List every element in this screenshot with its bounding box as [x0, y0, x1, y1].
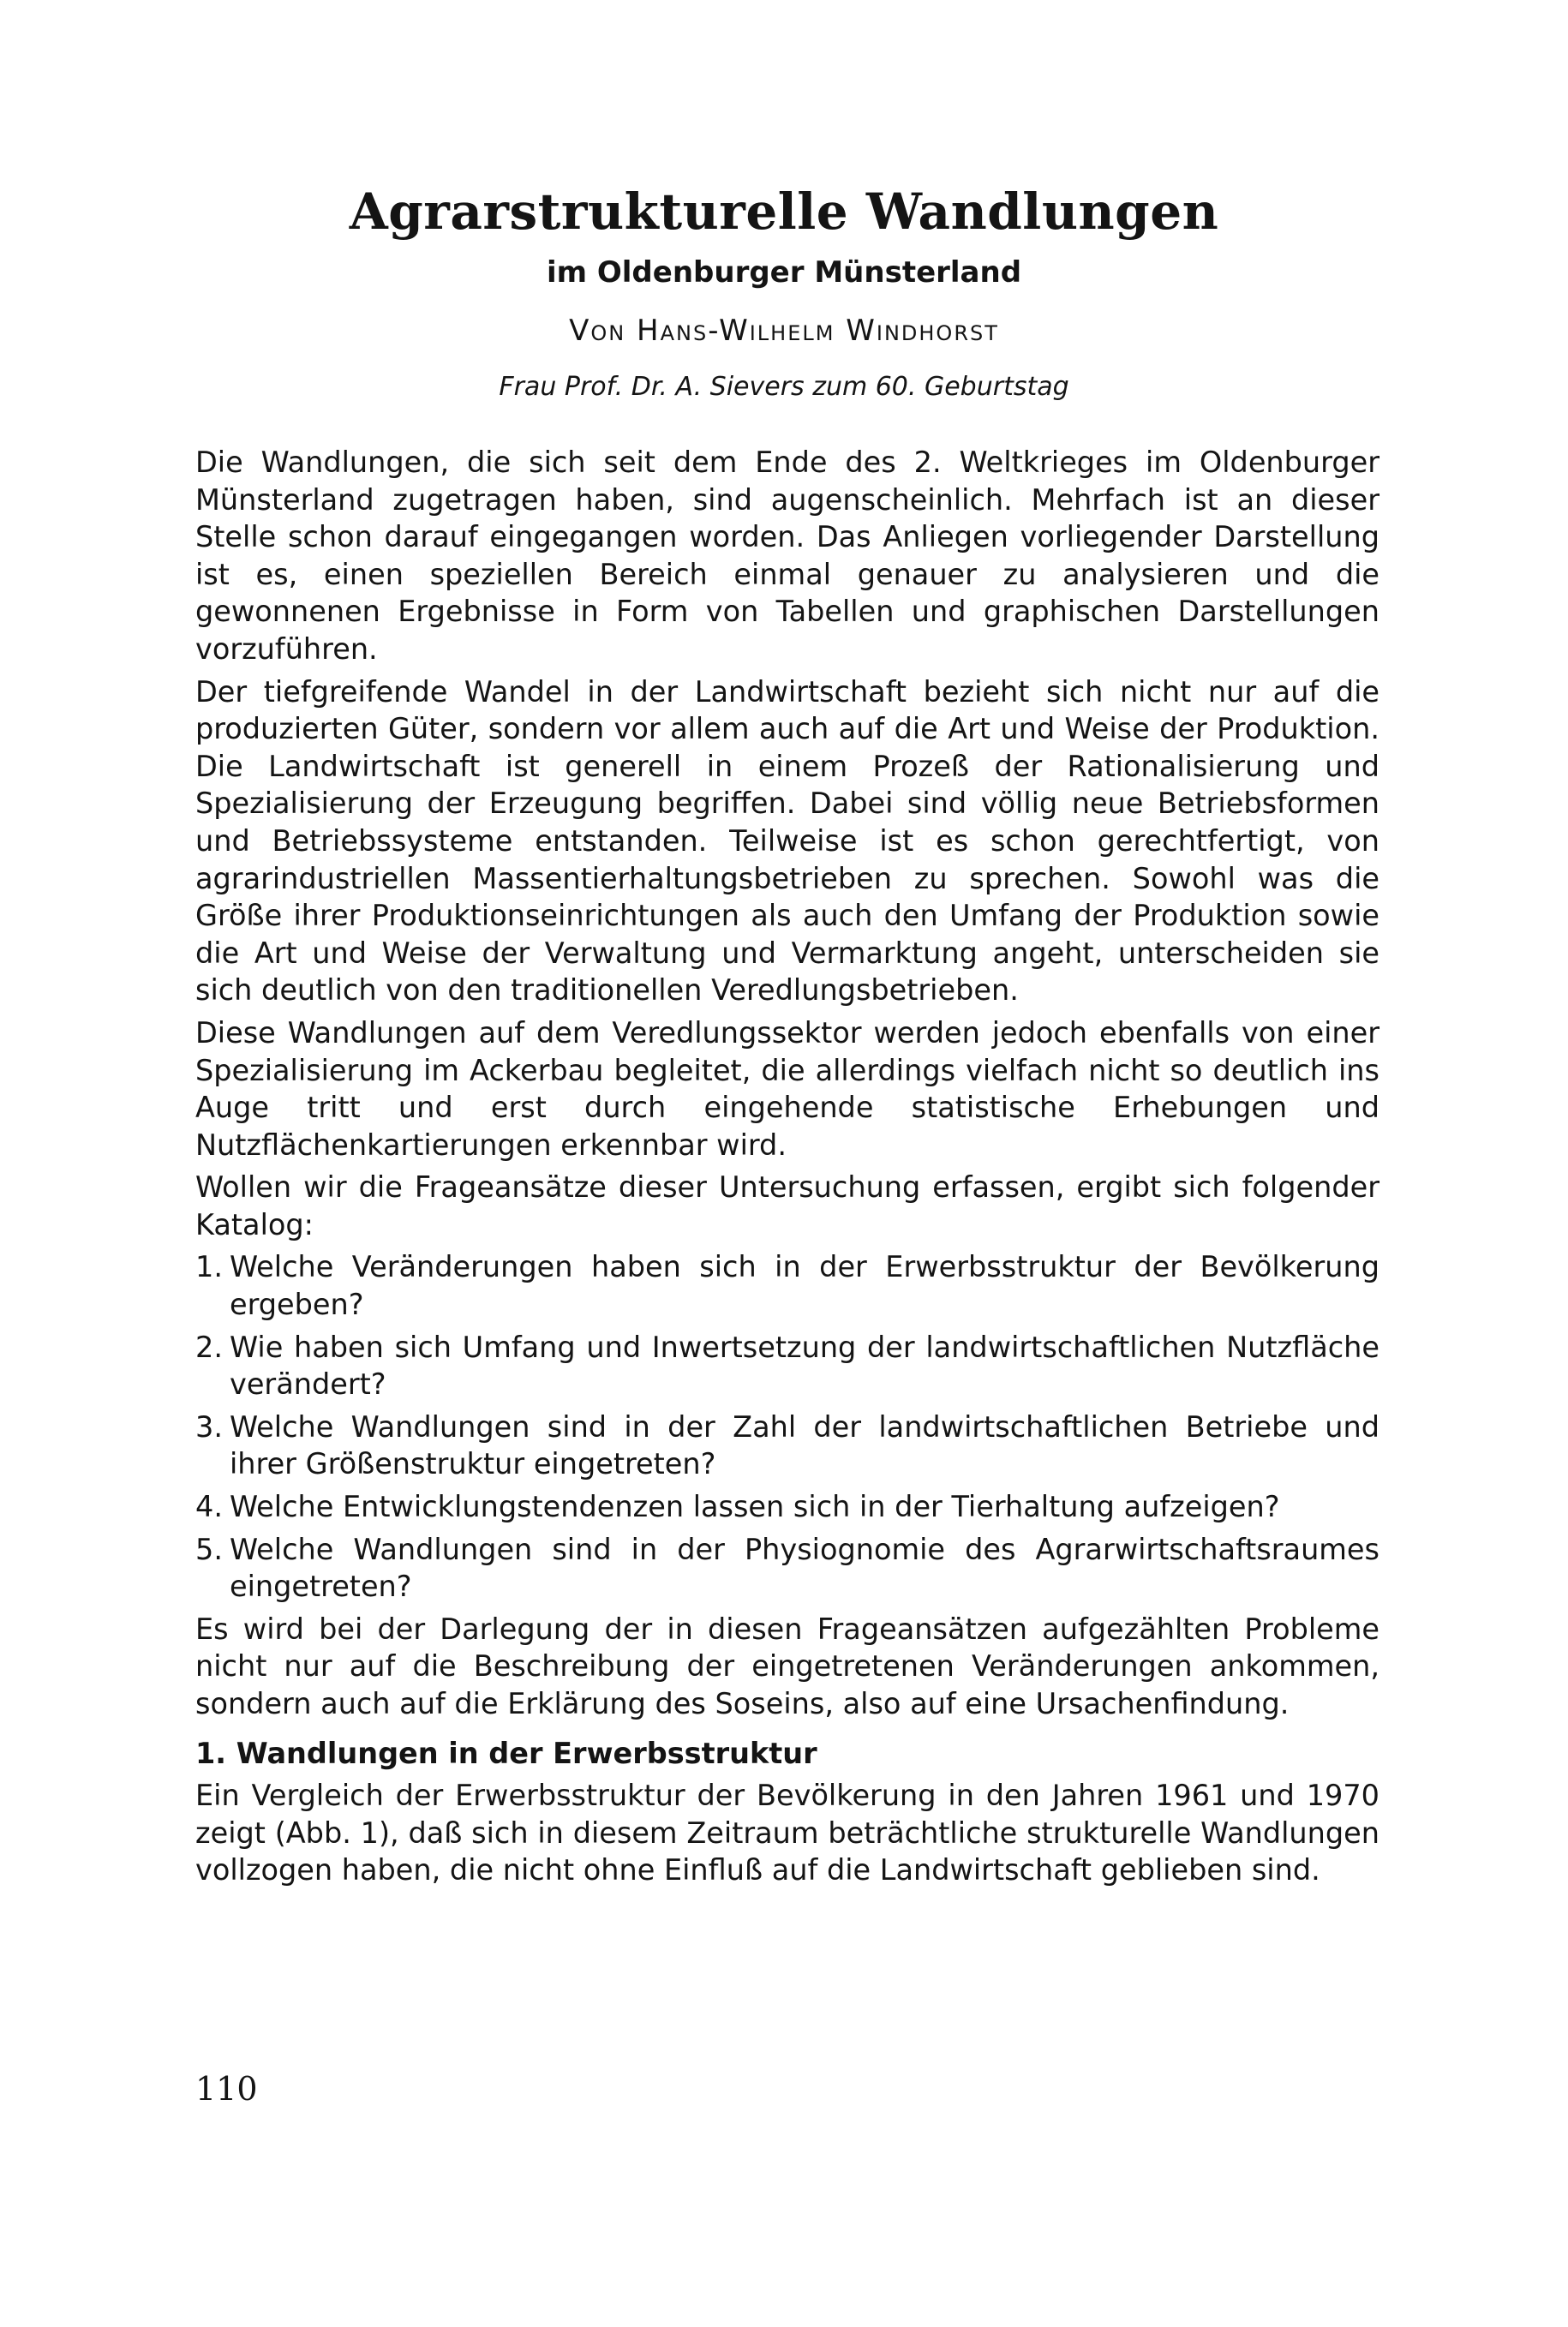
article-body: [195, 444, 1379, 1894]
body-paragraph: Diese Wandlungen auf dem Veredlungssektor werden jedoch ebenfalls von einer Spezialisierung im Ackerbau begleitet, die allerdings vielfach nicht so deutlich ins Auge tritt und erst durch eingehende statistische Erhebungen und Nutzflächenkartierungen erkennbar wird.: [195, 1015, 1379, 1162]
page-number: 110: [195, 2070, 258, 2108]
section-paragraph: Ein Vergleich der Erwerbsstruktur der Bevölkerung in den Jahren 1961 und 1970 zeigt (Abb. 1), daß sich in diesem Zeitraum beträchtliche strukturelle Wandlungen vollzogen haben, die nicht ohne Einfluß auf die Landwirtschaft geblieben sind.: [195, 1779, 1379, 1887]
article-author: Von Hans-Wilhelm Windhorst: [569, 314, 999, 348]
question-text: Wie haben sich Umfang und Inwertsetzung der landwirtschaftlichen Nutzfläche verändert?: [230, 1330, 1379, 1402]
body-paragraph: Die Wandlungen, die sich seit dem Ende des 2. Weltkrieges im Oldenburger Münsterland zugetragen haben, sind augenscheinlich. Mehrfach ist an dieser Stelle schon darauf eingegangen worden. Das Anliegen vorliegender Darstellung ist es, einen speziellen Bereich einmal genauer zu analysieren und die gewonnenen Ergebnisse in Form von Tabellen und graphischen Darstellungen vorzuführen.: [195, 446, 1379, 666]
question-number: 4.: [195, 1490, 223, 1524]
question-text: Welche Wandlungen sind in der Zahl der landwirtschaftlichen Betriebe und ihrer Größenstruktur eingetreten?: [230, 1409, 1379, 1481]
question-text: Welche Entwicklungstendenzen lassen sich in der Tierhaltung aufzeigen?: [230, 1490, 1280, 1524]
question-number: 3.: [195, 1409, 223, 1444]
question-item: [195, 1531, 1379, 1606]
question-list: [195, 1248, 1379, 1605]
section-heading: 1. Wandlungen in der Erwerbsstruktur: [195, 1736, 817, 1770]
question-number: 2.: [195, 1330, 223, 1364]
question-item: [195, 1329, 1379, 1403]
article-subtitle: im Oldenburger Münsterland: [546, 255, 1022, 290]
question-item: [195, 1488, 1379, 1526]
question-item: [195, 1248, 1379, 1323]
question-text: Welche Veränderungen haben sich in der Erwerbsstruktur der Bevölkerung ergeben?: [230, 1250, 1379, 1322]
question-text: Welche Wandlungen sind in der Physiognomie des Agrarwirtschaftsraumes eingetreten?: [230, 1532, 1379, 1604]
article-dedication: Frau Prof. Dr. A. Sievers zum 60. Geburtstag: [499, 372, 1069, 402]
closing-paragraph: Es wird bei der Darlegung der in diesen Frageansätzen aufgezählten Probleme nicht nur auf die Beschreibung der eingetretenen Veränderungen ankommen, sondern auch auf die Erklärung des Soseins, also auf eine Ursachenfindung.: [195, 1612, 1379, 1720]
article-title: Agrarstrukturelle Wandlungen: [349, 182, 1219, 241]
body-paragraph: Wollen wir die Frageansätze dieser Untersuchung erfassen, ergibt sich folgender Katalog:: [195, 1170, 1379, 1241]
question-number: 5.: [195, 1532, 223, 1566]
body-paragraph: Der tiefgreifende Wandel in der Landwirtschaft bezieht sich nicht nur auf die produzierten Güter, sondern vor allem auch auf die Art und Weise der Produktion. Die Landwirtschaft ist generell in einem Prozeß der Rationalisierung und Spezialisierung der Erzeugung begriffen. Dabei sind völlig neue Betriebsformen und Betriebssysteme entstanden. Teilweise ist es schon gerechtfertigt, von agrarindustriellen Massentierhaltungsbetrieben zu sprechen. Sowohl was die Größe ihrer Produktionseinrichtungen als auch den Umfang der Produktion sowie die Art und Weise der Verwaltung und Vermarktung angeht, unterscheiden sie sich deutlich von den traditionellen Veredlungsbetrieben.: [195, 674, 1379, 1008]
question-item: [195, 1409, 1379, 1483]
question-number: 1.: [195, 1250, 223, 1284]
